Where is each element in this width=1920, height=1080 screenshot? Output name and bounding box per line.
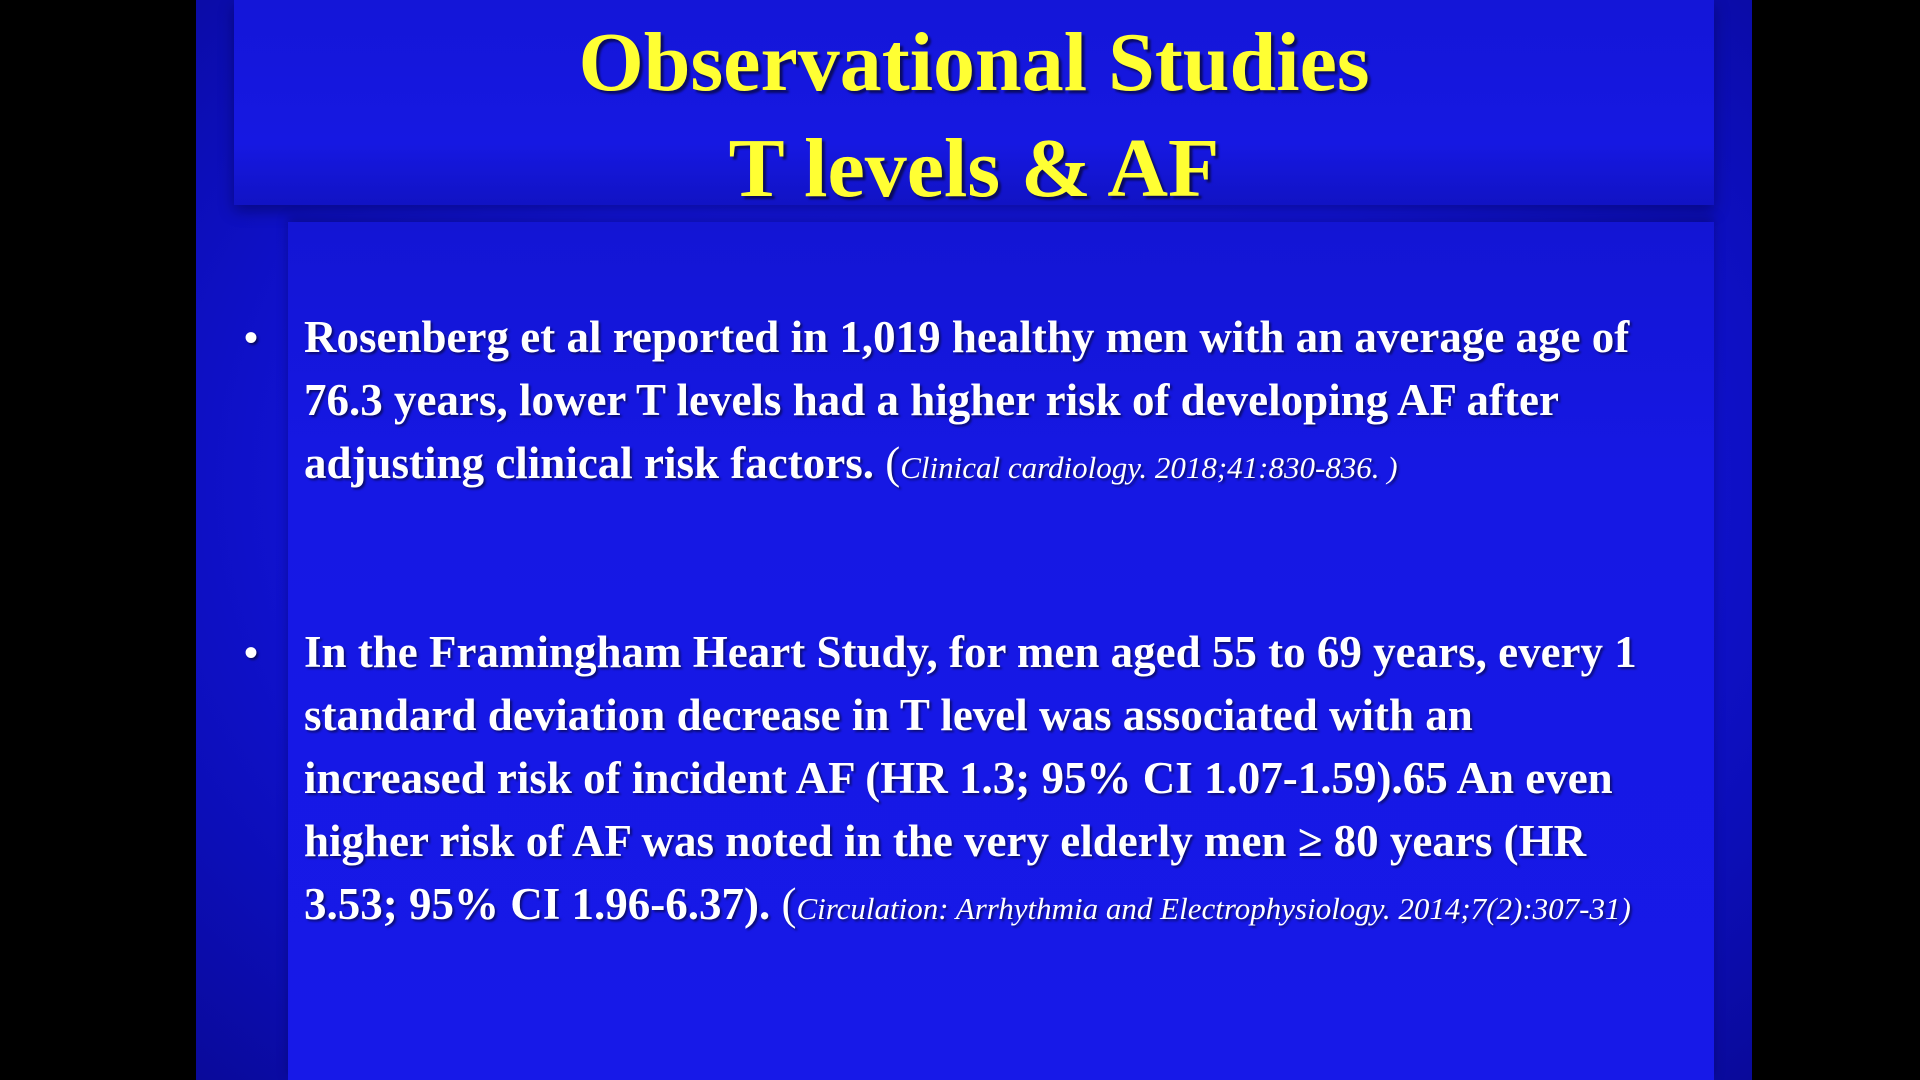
title-band [234,0,1714,215]
bullet-text: Rosenberg et al reported in 1,019 healthy men with an average age of 76.3 years, lower T levels had a higher risk of developing AF after adjusting clinical risk factors. [304,312,1630,488]
citation-open-paren: ( [781,879,797,929]
slide-title-line-2: T levels & AF [728,122,1220,215]
presentation-slide [196,0,1752,1080]
citation-text: Circulation: Arrhythmia and Electrophysiology. 2014;7(2):307-31) [796,891,1631,926]
bullet-marker: • [244,630,259,675]
citation-open-paren: ( [885,438,901,488]
citation-text: Clinical cardiology. 2018;41:830-836. ) [900,450,1398,485]
bullet-item-rosenberg [244,306,1644,495]
slide-title-line-1: Observational Studies [578,16,1370,109]
bullet-item-framingham [244,621,1644,936]
bullet-text: In the Framingham Heart Study, for men aged 55 to 69 years, every 1 standard deviation decrease in T level was associated with an increased risk of incident AF (HR 1.3; 95% CI 1.07-1.59).65 An even higher risk of AF was noted in the very elderly men ≥ 80 years (HR 3.53; 95% CI 1.96-6.37). [304,627,1637,929]
slide-title [234,10,1714,222]
bullet-marker: • [244,315,259,360]
